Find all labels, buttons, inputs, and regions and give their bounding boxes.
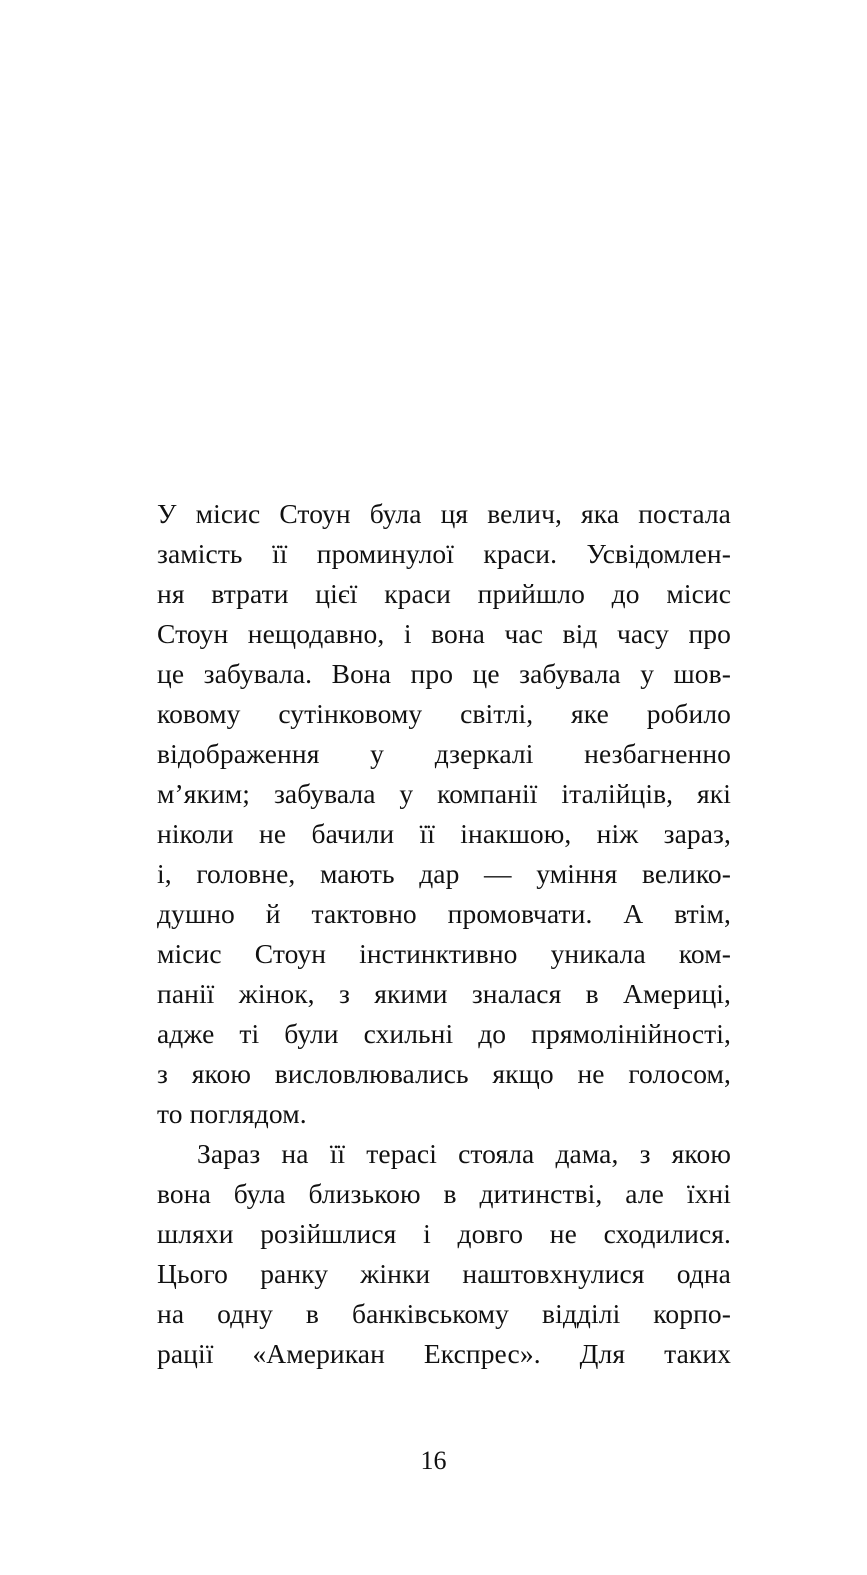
page-number: 16 <box>420 1446 447 1475</box>
text-line: душно й тактовно промовчати. А втім, <box>157 898 731 929</box>
text-line: вона була близькою в дитинстві, але їхні <box>157 1178 731 1209</box>
body-text <box>157 494 731 1374</box>
text-line: рації «Американ Експрес». Для таких <box>157 1338 731 1369</box>
text-line: це забувала. Вона про це забувала у шов- <box>157 658 731 689</box>
text-line: панії жінок, з якими зналася в Америці, <box>157 978 731 1009</box>
text-line: шляхи розійшлися і довго не сходилися. <box>157 1218 731 1249</box>
text-line: Цього ранку жінки наштовхнулися одна <box>157 1258 731 1289</box>
text-line: місис Стоун інстинктивно уникала ком- <box>157 938 731 969</box>
text-line: і, головне, мають дар — уміння велико- <box>157 858 731 889</box>
text-line: Зараз на її терасі стояла дама, з якою <box>197 1138 731 1169</box>
text-line: на одну в банківському відділі корпо- <box>157 1298 731 1329</box>
text-line: Стоун нещодавно, і вона час від часу про <box>157 618 731 649</box>
text-line: відображення у дзеркалі незбагненно <box>157 738 731 769</box>
text-line: ніколи не бачили її інакшою, ніж зараз, <box>157 818 731 849</box>
text-line: з якою висловлювались якщо не голосом, <box>157 1058 731 1089</box>
paragraph-1 <box>157 494 731 1134</box>
text-line: ня втрати цієї краси прийшло до місис <box>157 578 731 609</box>
text-line: У місис Стоун була ця велич, яка постала <box>157 498 731 529</box>
text-line: то поглядом. <box>157 1098 307 1129</box>
text-line: замість її проминулої краси. Усвідомлен- <box>157 538 731 569</box>
text-line: м’яким; забувала у компанії італійців, які <box>157 778 731 809</box>
paragraph-2 <box>157 1134 731 1374</box>
text-line: адже ті були схильні до прямолінійності, <box>157 1018 731 1049</box>
text-line: ковому сутінковому світлі, яке робило <box>157 698 731 729</box>
